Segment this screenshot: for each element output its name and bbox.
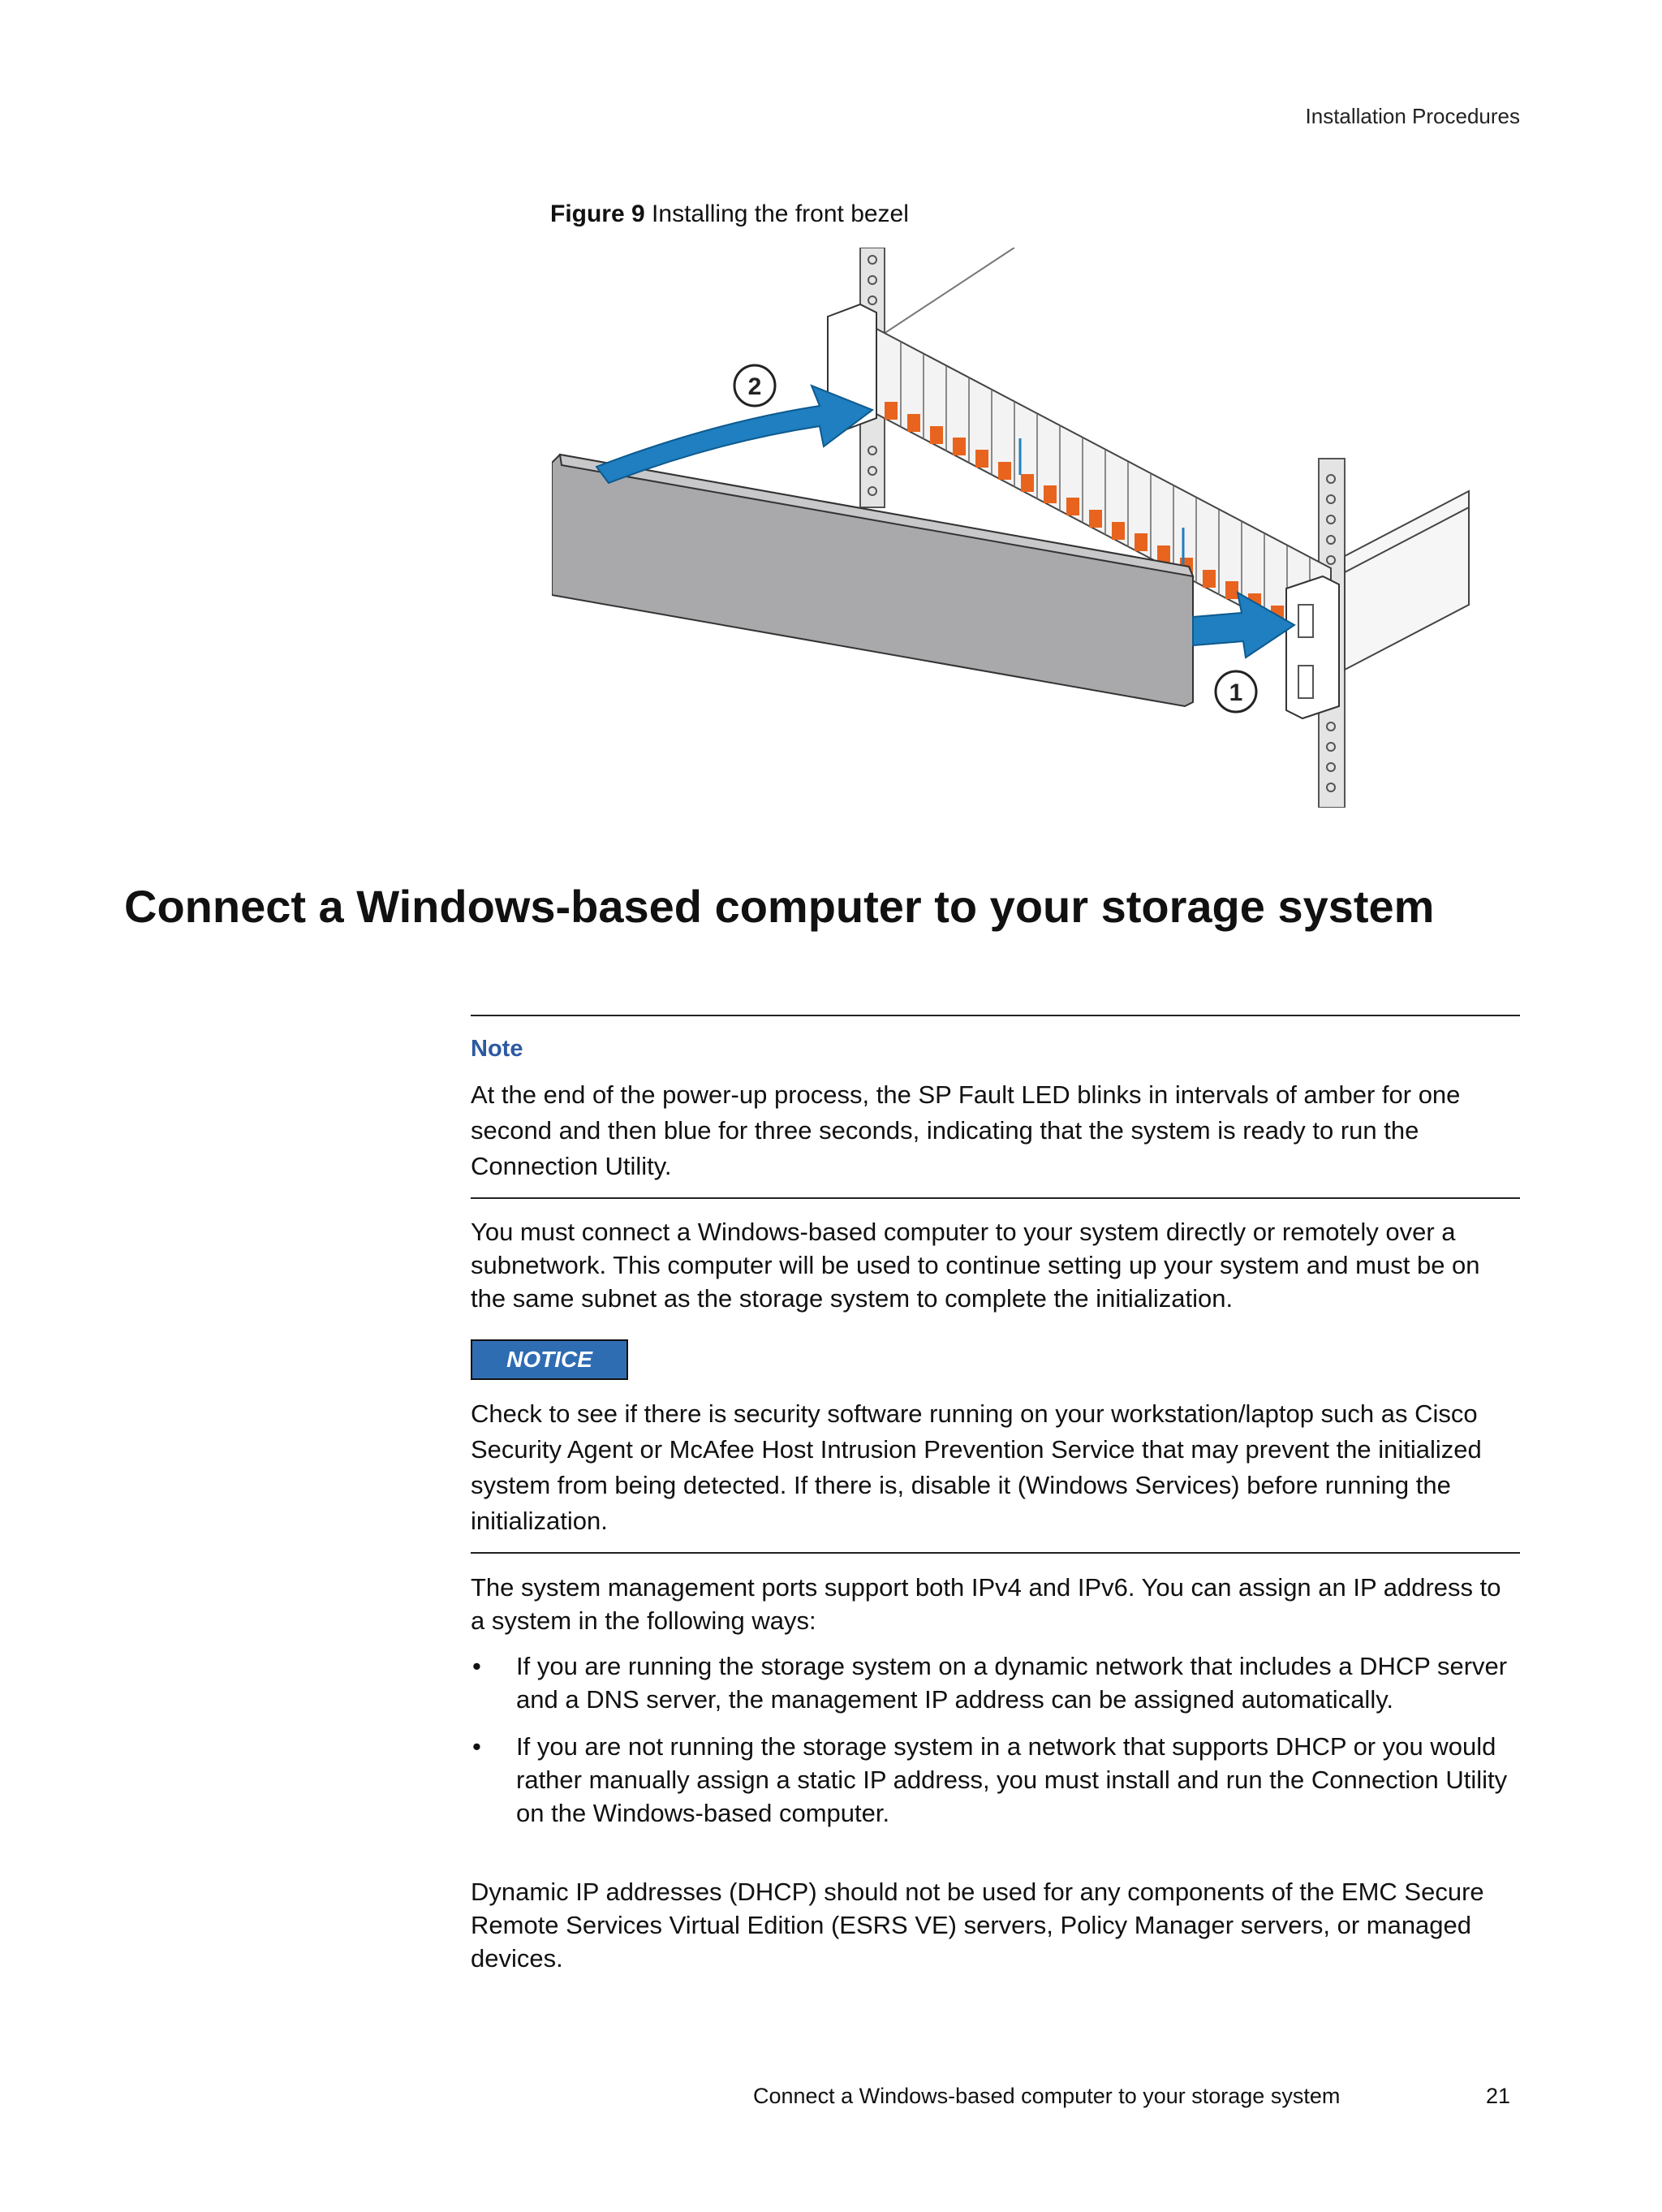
callout-1: 1 [1229, 679, 1243, 706]
list-item [471, 1649, 1520, 1716]
paragraph-dhcp: Dynamic IP addresses (DHCP) should not be used for any components of the EMC Secure Remote Services Virtual Edition (ESRS VE) servers, Policy Manager servers, or managed devices. [471, 1878, 1484, 1973]
list-item [471, 1730, 1520, 1830]
note-box [471, 1015, 1520, 1199]
bullet-list [471, 1649, 1520, 1843]
paragraph-connect: You must connect a Windows-based computer to your system directly or remotely over a subnetwork. This computer will be used to continue setting up your system and must be on the same subnet as the storage system to complete the initialization. [471, 1218, 1480, 1313]
page-number: 21 [1485, 2084, 1510, 2108]
bullet-icon: • [472, 1732, 481, 1761]
notice-box [471, 1339, 1520, 1554]
bullet-icon: • [472, 1652, 481, 1680]
bezel-installation-figure [552, 248, 1485, 808]
notice-bottom-rule [471, 1552, 1520, 1554]
note-label: Note [471, 1036, 523, 1062]
list-item-text: If you are running the storage system on a dynamic network that includes a DHCP server and a DNS server, the management IP address can be assigned automatically. [516, 1652, 1508, 1714]
section-title: Connect a Windows-based computer to your storage system [124, 881, 1435, 932]
running-header: Installation Procedures [1305, 104, 1520, 128]
arrow-2 [596, 386, 872, 483]
note-bottom-rule [471, 1197, 1520, 1199]
note-text: At the end of the power-up process, the SP Fault LED blinks in intervals of amber for one second and then blue for three seconds, indicating that the system is ready to run the Connection Utility. [471, 1080, 1461, 1180]
paragraph-ip: The system management ports support both IPv4 and IPv6. You can assign an IP address to a system in the following ways: [471, 1573, 1501, 1635]
notice-text: Check to see if there is security software running on your workstation/laptop such as Cisco Security Agent or McAfee Host Intrusion Prevention Service that may prevent the initialized system from being detected. If there is, disable it (Windows Services) before running the initialization. [471, 1399, 1482, 1535]
figure-caption-text: Installing the front bezel [652, 201, 909, 227]
figure-caption [550, 201, 909, 228]
footer-title: Connect a Windows-based computer to your storage system [753, 2084, 1341, 2108]
list-item-text: If you are not running the storage system in a network that supports DHCP or you would rather manually assign a static IP address, you must install and run the Connection Utility on the Windows-based computer. [516, 1732, 1508, 1827]
notice-label: NOTICE [471, 1339, 628, 1380]
callout-2: 2 [747, 373, 762, 400]
note-top-rule [471, 1015, 1520, 1016]
figure-label: Figure 9 [550, 201, 645, 227]
